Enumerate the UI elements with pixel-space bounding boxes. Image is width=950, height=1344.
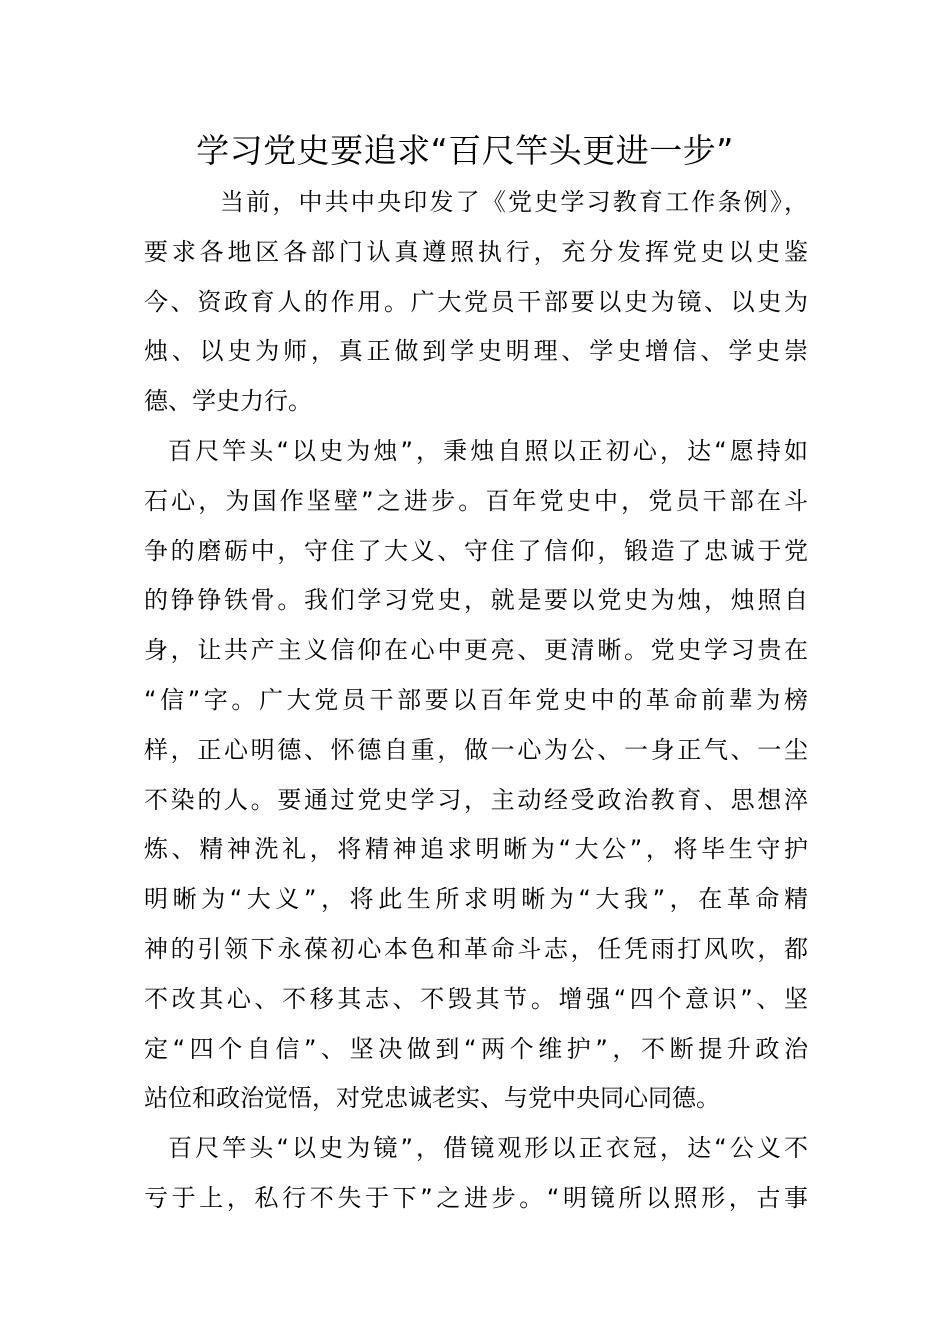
text-line: 要求各地区各部门认真遵照执行，充分发挥党史以史鉴: [144, 237, 808, 266]
paragraph-3: [144, 1124, 808, 1224]
text-line: 争的磨砺中，守住了大义、守住了信仰，锻造了忠诚于党: [144, 536, 808, 565]
text-line: 炼、精神洗礼，将精神追求明晰为“大公”，将毕生守护: [144, 835, 808, 864]
text-line: 百尺竿头“以史为镜”，借镜观形以正衣冠，达“公义不: [168, 1134, 808, 1163]
text-line: 烛、以史为师，真正做到学史明理、学史增信、学史崇: [144, 337, 808, 366]
text-line: 的铮铮铁骨。我们学习党史，就是要以党史为烛，烛照自: [144, 586, 808, 615]
text-line: 身，让共产主义信仰在心中更亮、更清晰。党史学习贵在: [144, 636, 808, 665]
paragraph-1: [144, 178, 808, 427]
text-line: 今、资政育人的作用。广大党员干部要以史为镜、以史为: [144, 287, 808, 316]
document-body: [144, 178, 808, 1224]
text-line: “信”字。广大党员干部要以百年党史中的革命前辈为榜: [144, 685, 808, 714]
text-line: 亏于上，私行不失于下”之进步。“明镜所以照形，古事: [144, 1183, 808, 1212]
text-line: 样，正心明德、怀德自重，做一心为公、一身正气、一尘: [144, 735, 808, 764]
text-line: 德、学史力行。: [144, 387, 312, 416]
text-line: 定“四个自信”、坚决做到“两个维护”，不断提升政治: [144, 1034, 808, 1063]
text-line: 明晰为“大义”，将此生所求明晰为“大我”，在革命精: [144, 885, 808, 914]
text-line: 神的引领下永葆初心本色和革命斗志，任凭雨打风吹，都: [144, 934, 808, 963]
text-line: 百尺竿头“以史为烛”，秉烛自照以正初心，达“愿持如: [168, 436, 808, 465]
text-line: 站位和政治觉悟，对党忠诚老实、与党中央同心同德。: [144, 1084, 720, 1113]
text-line: 不染的人。要通过党史学习，主动经受政治教育、思想淬: [144, 785, 808, 814]
text-line: 当前，中共中央印发了《党史学习教育工作条例》，: [220, 188, 808, 216]
text-line: 石心，为国作坚壁”之进步。百年党史中，党员干部在斗: [144, 486, 808, 515]
paragraph-2: [144, 427, 808, 1124]
document-title: 学习党史要追求“百尺竿头更进一步”: [196, 131, 734, 170]
text-line: 不改其心、不移其志、不毁其节。增强“四个意识”、坚: [144, 984, 808, 1013]
